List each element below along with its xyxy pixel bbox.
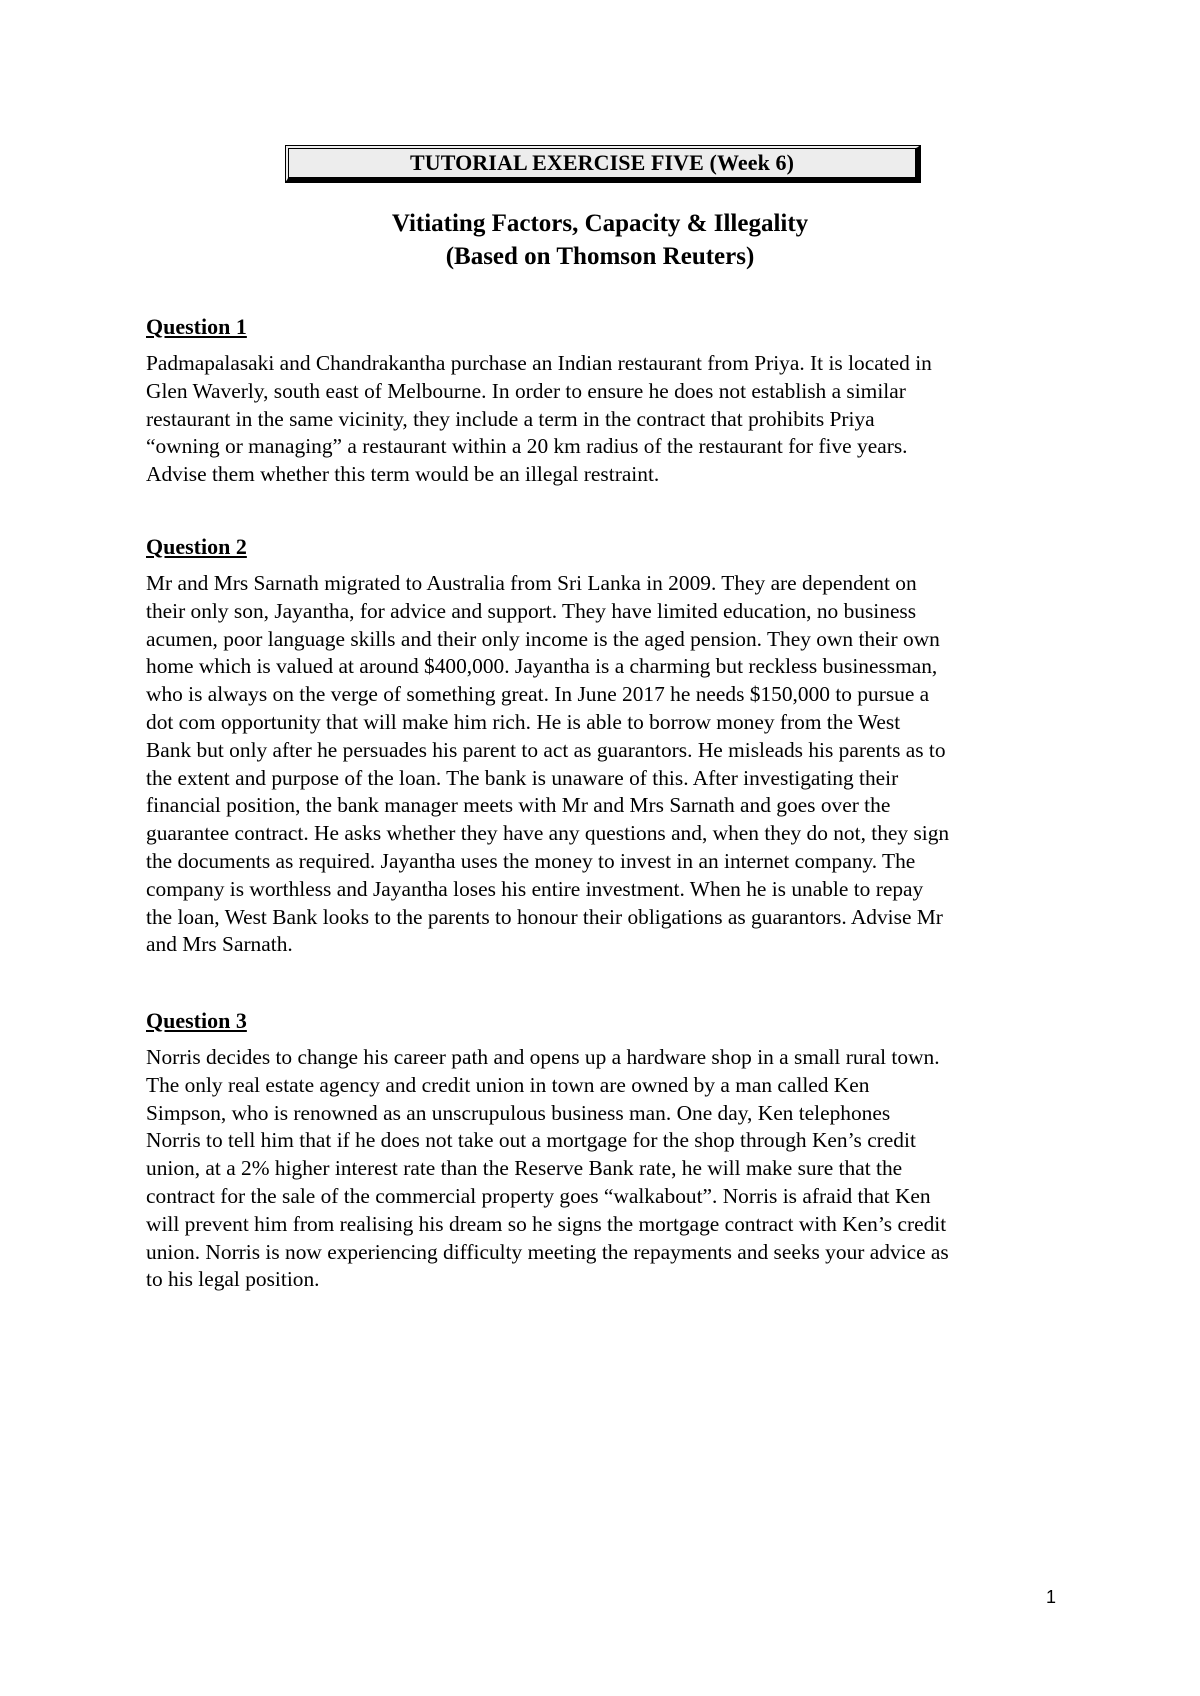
text-line: Simpson, who is renowned as an unscrupulous business man. One day, Ken telephones	[146, 1100, 891, 1125]
text-line: their only son, Jayantha, for advice and support. They have limited education, no business	[146, 598, 917, 623]
text-line: Norris decides to change his career path and opens up a hardware shop in a small rural town.	[146, 1045, 940, 1069]
exercise-title-box	[285, 145, 921, 183]
text-line: financial position, the bank manager meets with Mr and Mrs Sarnath and goes over the	[146, 793, 891, 818]
text-line: dot com opportunity that will make him rich. He is able to borrow money from the West	[146, 709, 901, 734]
text-line: Bank but only after he persuades his parent to act as guarantors. He misleads his parents as to	[146, 737, 946, 762]
question-heading: Question 2	[146, 534, 247, 559]
page-number: 1	[1046, 1587, 1057, 1607]
question-heading: Question 1	[146, 314, 247, 339]
text-line: acumen, poor language skills and their only income is the aged pension. They own their own	[146, 626, 940, 651]
text-line: Mr and Mrs Sarnath migrated to Australia from Sri Lanka in 2009. They are dependent on	[146, 571, 917, 595]
text-line: contract for the sale of the commercial property goes “walkabout”. Norris is afraid that Ken	[146, 1183, 931, 1208]
text-line: Norris to tell him that if he does not take out a mortgage for the shop through Ken’s credit	[146, 1128, 916, 1153]
question-1-section	[146, 314, 1066, 489]
question-body	[146, 350, 1066, 489]
text-line: company is worthless and Jayantha loses his entire investment. When he is unable to repay	[146, 876, 924, 901]
document-title: Vitiating Factors, Capacity & Illegality	[391, 210, 809, 237]
text-line: “owning or managing” a restaurant within a 20 km radius of the restaurant for five years.	[146, 434, 908, 459]
text-line: union, at a 2% higher interest rate than the Reserve Bank rate, he will make sure that the	[146, 1156, 903, 1181]
text-line: will prevent him from realising his dream so he signs the mortgage contract with Ken’s credit	[146, 1211, 947, 1236]
text-line: to his legal position.	[146, 1267, 320, 1292]
text-line: Padmapalasaki and Chandrakantha purchase an Indian restaurant from Priya. It is located in	[146, 351, 932, 375]
text-line: Glen Waverly, south east of Melbourne. In order to ensure he does not establish a similar	[146, 378, 906, 403]
text-line: the extent and purpose of the loan. The bank is unaware of this. After investigating their	[146, 765, 899, 790]
exercise-title-label: TUTORIAL EXERCISE FIVE (Week 6)	[409, 150, 795, 175]
question-2-section	[146, 534, 1066, 959]
text-line: the loan, West Bank looks to the parents to honour their obligations as guarantors. Advise Mr	[146, 904, 943, 929]
document-subtitle: (Based on Thomson Reuters)	[445, 243, 755, 270]
question-body	[146, 570, 1066, 959]
question-3-section	[146, 1008, 1066, 1294]
question-heading: Question 3	[146, 1008, 247, 1033]
text-line: home which is valued at around $400,000. Jayantha is a charming but reckless businessman,	[146, 654, 938, 679]
text-line: guarantee contract. He asks whether they have any questions and, when they do not, they sign	[146, 821, 950, 846]
text-line: Advise them whether this term would be an illegal restraint.	[146, 462, 660, 487]
text-line: who is always on the verge of something great. In June 2017 he needs $150,000 to pursue a	[146, 682, 930, 707]
text-line: union. Norris is now experiencing difficulty meeting the repayments and seeks your advice as	[146, 1239, 949, 1264]
question-body	[146, 1044, 1066, 1294]
text-line: restaurant in the same vicinity, they include a term in the contract that prohibits Priya	[146, 406, 875, 431]
text-line: The only real estate agency and credit union in town are owned by a man called Ken	[146, 1072, 870, 1097]
text-line: and Mrs Sarnath.	[146, 932, 293, 957]
text-line: the documents as required. Jayantha uses the money to invest in an internet company. The	[146, 848, 916, 873]
